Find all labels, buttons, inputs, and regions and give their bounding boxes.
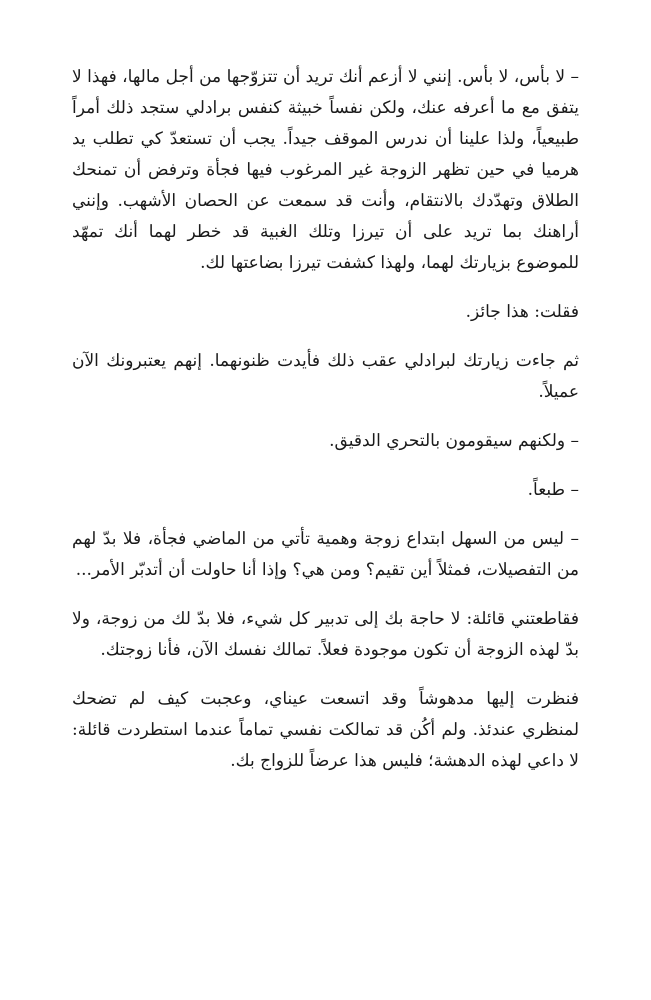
paragraph-4: – ولكنهم سيقومون بالتحري الدقيق. bbox=[329, 431, 579, 451]
paragraph-5: – طبعاً. bbox=[527, 480, 579, 500]
paragraph-3: ثم جاءت زيارتك لبرادلي عقب ذلك فأيدت ظنونهما. إنهم يعتبرونك الآن عميلاً. bbox=[72, 351, 579, 402]
paragraph-2: فقلت: هذا جائز. bbox=[465, 302, 579, 322]
paragraph-6: – ليس من السهل ابتداع زوجة وهمية تأتي من الماضي فجأة، فلا بدّ لهم من التفصيلات، فمثلاً أين تقيم؟ ومن هي؟ وإذا أنا حاولت أن أتدبّر الأمر... bbox=[72, 529, 579, 580]
paragraph-1: – لا بأس، لا بأس. إنني لا أزعم أنك تريد أن تتزوّجها من أجل مالها، فهذا لا يتفق مع ما أعرفه عنك، ولكن نفساً خبيثة كنفس برادلي ستجد ذلك أمراً طبيعياً، ولذا علينا أن ندرس الموقف جيداً. يجب أن تستعدّ كي تطلب يد هرميا في حين تظهر الزوجة غير المرغوب فيها فجأة وترفض أن تمنحك الطلاق وتهدّدك بالانتقام، وأنت قد سمعت عن الحصان الأشهب. وإنني أراهنك بما تريد على أن تيرزا وتلك الغبية قد خطر لهما أنك تمهّد للموضوع بزيارتك لهما، ولهذا كشفت تيرزا بضاعتها لك. bbox=[72, 67, 579, 273]
book-page bbox=[72, 62, 579, 795]
paragraph-8: فنظرت إليها مدهوشاً وقد اتسعت عيناي، وعجبت كيف لم تضحك لمنظري عندئذ. ولم أكُن قد تمالكت نفسي تماماً عندما استطردت قائلة: لا داعي لهذه الدهشة؛ فليس هذا عرضاً للزواج بك. bbox=[72, 689, 579, 771]
paragraph-7: فقاطعتني قائلة: لا حاجة بك إلى تدبير كل شيء، فلا بدّ لك من زوجة، ولا بدّ لهذه الزوجة أن تكون موجودة فعلاً. تمالك نفسك الآن، فأنا زوجتك. bbox=[72, 609, 579, 660]
